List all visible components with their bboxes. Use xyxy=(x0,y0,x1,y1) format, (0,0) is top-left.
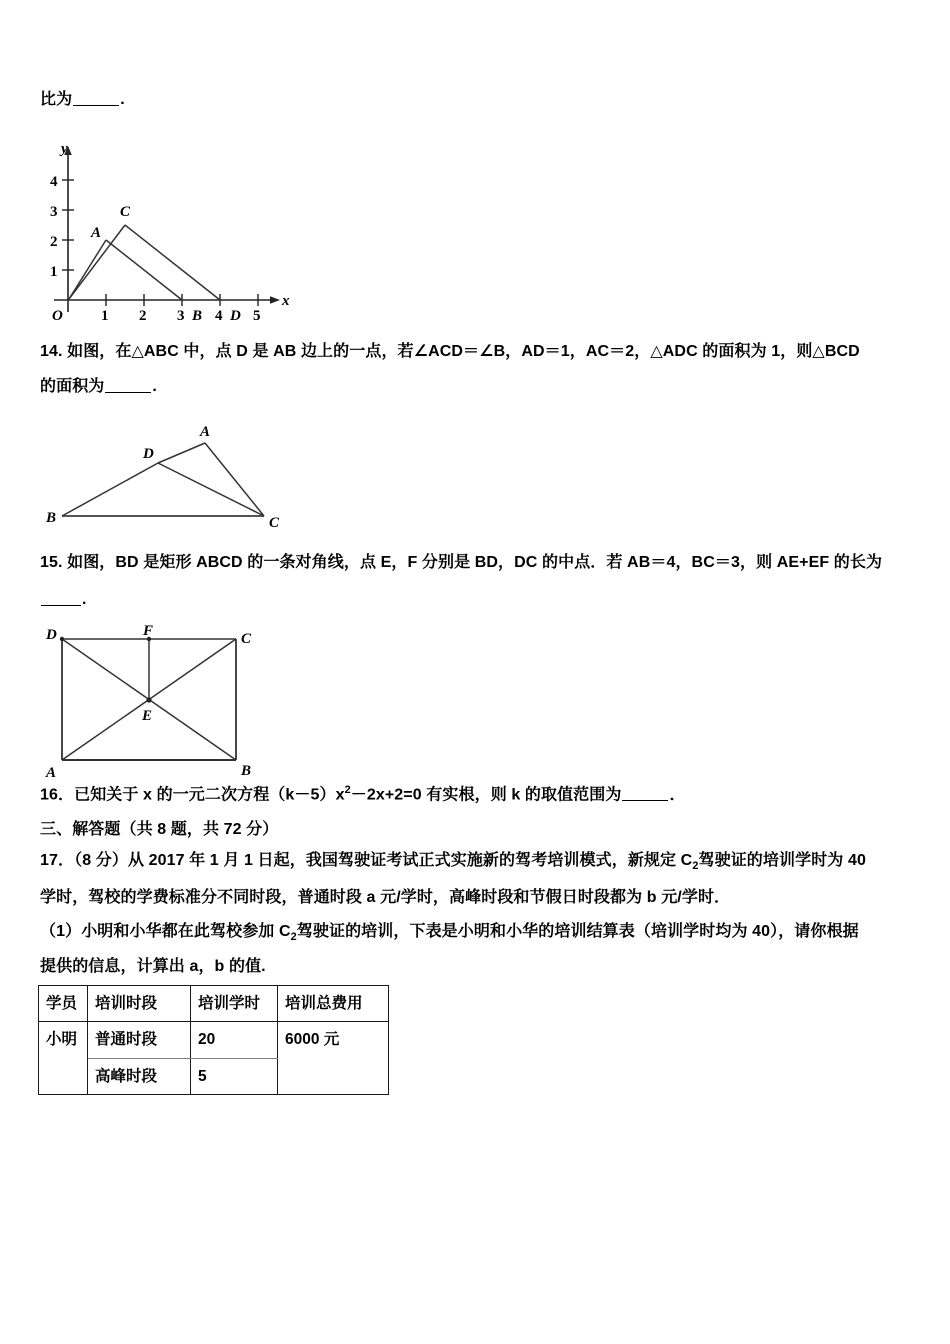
question-14-line1 xyxy=(40,340,860,363)
question-17-text-b: 驾驶证的培训学时为 40 xyxy=(698,852,866,869)
table-cell-period: 高峰时段 xyxy=(88,1058,191,1094)
svg-text:C: C xyxy=(269,515,280,530)
question-14-number: 14. xyxy=(40,343,63,360)
svg-text:A: A xyxy=(91,225,102,241)
continued-line-period: . xyxy=(120,91,125,108)
svg-text:C: C xyxy=(120,204,131,220)
question-15-text: 如图，BD 是矩形 ABCD 的一条对角线，点 E，F 分别是 BD，DC 的中点．若 AB＝4，BC＝3，则 AE+EF 的长为 xyxy=(67,554,883,571)
figure-triangle-abc xyxy=(40,410,300,530)
svg-text:4: 4 xyxy=(215,308,223,320)
question-16-period: ． xyxy=(669,786,686,804)
continued-line xyxy=(40,88,125,111)
table-header-student: 学员 xyxy=(39,986,88,1022)
svg-text:1: 1 xyxy=(101,308,109,320)
question-17-sub1-subscript: 2 xyxy=(290,931,297,944)
table-header-total-fee: 培训总费用 xyxy=(278,986,389,1022)
svg-text:C: C xyxy=(241,631,252,647)
question-17-text-a: 从 2017 年 1 月 1 日起，我国驾驶证考试正式实施新的驾考培训模式，新规定 C xyxy=(127,852,693,869)
question-16 xyxy=(40,783,686,807)
svg-text:y: y xyxy=(61,141,68,157)
training-settlement-table xyxy=(38,985,389,1095)
question-16-text-mid: －2x+2=0 有实根，则 k 的取值范围为 xyxy=(350,786,622,804)
continued-line-text: 比为 xyxy=(40,91,73,108)
question-15-line1 xyxy=(40,551,882,574)
question-17-subscript: 2 xyxy=(692,860,699,873)
svg-text:2: 2 xyxy=(50,234,58,250)
svg-text:B: B xyxy=(46,510,57,526)
question-15-number: 15. xyxy=(40,554,63,571)
answer-blank[interactable] xyxy=(105,392,151,393)
svg-text:x: x xyxy=(282,293,290,309)
answer-blank[interactable] xyxy=(622,800,668,801)
figure-rectangle-abcd xyxy=(40,625,260,790)
table-header-hours: 培训学时 xyxy=(191,986,278,1022)
question-16-text-before: 已知关于 x 的一元二次方程（k－5）x xyxy=(74,786,345,804)
question-16-exponent: 2 xyxy=(344,784,351,796)
svg-text:B: B xyxy=(241,763,252,779)
question-17-sub1-line1 xyxy=(40,920,859,946)
svg-text:3: 3 xyxy=(50,204,58,220)
svg-text:D: D xyxy=(46,627,57,643)
table-row xyxy=(39,1022,389,1058)
question-17-text-line2: 学时，驾校的学费标准分不同时段，普通时段 a 元/学时，高峰时段和节假日时段都为 b 元/学时． xyxy=(40,889,731,906)
table-cell-period: 普通时段 xyxy=(88,1022,191,1058)
figure-coordinate-plane xyxy=(44,140,294,320)
question-17-line1 xyxy=(40,849,866,875)
question-17-sub1-text-a: （1）小明和小华都在此驾校参加 C xyxy=(40,923,291,940)
svg-text:5: 5 xyxy=(253,308,261,320)
svg-text:A: A xyxy=(200,424,211,440)
svg-text:E: E xyxy=(142,708,153,724)
svg-text:F: F xyxy=(143,625,154,639)
table-header-period: 培训时段 xyxy=(88,986,191,1022)
question-17-sub1-text-line2: 提供的信息，计算出 a，b 的值. xyxy=(40,958,266,975)
svg-text:3: 3 xyxy=(177,308,185,320)
table-cell-total-fee: 6000 元 xyxy=(278,1022,389,1095)
answer-blank[interactable] xyxy=(73,105,119,106)
question-17-number: 17． xyxy=(40,852,75,869)
table-cell-hours: 5 xyxy=(191,1058,278,1094)
section-heading-text: 三、解答题（共 8 题，共 72 分） xyxy=(40,821,279,838)
question-15-line2 xyxy=(40,588,87,611)
question-14-text-cont: 的面积为 xyxy=(40,378,105,395)
svg-text:2: 2 xyxy=(139,308,147,320)
question-17-score: （8 分） xyxy=(74,852,128,869)
svg-text:A: A xyxy=(46,765,57,781)
question-17-sub1-text-b: 驾驶证的培训，下表是小明和小华的培训结算表（培训学时均为 40），请你根据 xyxy=(296,923,859,940)
svg-text:D: D xyxy=(230,308,241,320)
question-14-line2 xyxy=(40,375,157,398)
svg-text:O: O xyxy=(52,308,63,320)
question-15-period: . xyxy=(82,591,87,608)
section-heading xyxy=(40,818,278,841)
question-14-text: 如图，在△ABC 中，点 D 是 AB 边上的一点，若∠ACD＝∠B，AD＝1，AC＝2，△ADC 的面积为 1，则△BCD xyxy=(67,343,860,360)
svg-text:1: 1 xyxy=(50,264,58,280)
table-cell-student-name: 小明 xyxy=(39,1022,88,1095)
table-header-row xyxy=(39,986,389,1022)
answer-blank[interactable] xyxy=(41,605,81,606)
svg-text:B: B xyxy=(192,308,203,320)
question-17-sub1-line2 xyxy=(40,955,266,978)
question-14-period: . xyxy=(152,378,157,395)
table-cell-hours: 20 xyxy=(191,1022,278,1058)
svg-text:4: 4 xyxy=(50,174,58,190)
svg-text:D: D xyxy=(143,446,154,462)
question-17-line2 xyxy=(40,886,730,909)
question-16-number: 16． xyxy=(40,786,75,804)
